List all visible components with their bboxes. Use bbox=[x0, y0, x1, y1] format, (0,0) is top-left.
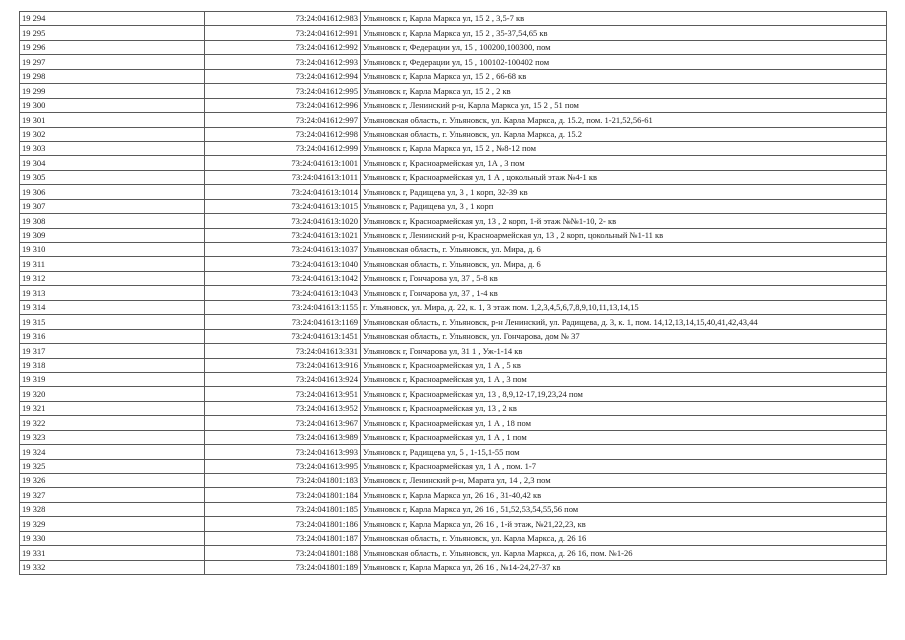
table-row bbox=[20, 243, 887, 257]
table-row bbox=[20, 445, 887, 459]
row-number-cell: 19 325 bbox=[20, 459, 205, 473]
row-number-cell: 19 294 bbox=[20, 12, 205, 26]
table-row bbox=[20, 372, 887, 386]
address-cell: Ульяновск г, Карла Маркса ул, 15 2 , 35-37,54,65 кв bbox=[361, 26, 887, 40]
row-number-cell: 19 308 bbox=[20, 214, 205, 228]
address-cell: Ульяновск г, Карла Маркса ул, 15 2 , №8-12 пом bbox=[361, 141, 887, 155]
table-row bbox=[20, 300, 887, 314]
table-row bbox=[20, 387, 887, 401]
cadastral-number-cell: 73:24:041613:1014 bbox=[205, 185, 361, 199]
address-cell: Ульяновск г, Радищева ул, 3 , 1 корп, 32-39 кв bbox=[361, 185, 887, 199]
address-cell: Ульяновск г, Ленинский р-н, Карла Маркса ул, 15 2 , 51 пом bbox=[361, 98, 887, 112]
table-row bbox=[20, 488, 887, 502]
cadastral-number-cell: 73:24:041612:991 bbox=[205, 26, 361, 40]
cadastral-number-cell: 73:24:041613:1037 bbox=[205, 243, 361, 257]
address-cell: Ульяновск г, Карла Маркса ул, 26 16 , 1-й этаж, №21,22,23, кв bbox=[361, 517, 887, 531]
row-number-cell: 19 295 bbox=[20, 26, 205, 40]
row-number-cell: 19 319 bbox=[20, 372, 205, 386]
address-cell: Ульяновск г, Карла Маркса ул, 15 2 , 2 кв bbox=[361, 84, 887, 98]
address-cell: Ульяновская область, г. Ульяновск, ул. Карла Маркса, д. 26 16, пом. №1-26 bbox=[361, 546, 887, 560]
table-row bbox=[20, 546, 887, 560]
row-number-cell: 19 314 bbox=[20, 300, 205, 314]
table-row bbox=[20, 26, 887, 40]
address-cell: Ульяновская область, г. Ульяновск, ул. Гончарова, дом № 37 bbox=[361, 329, 887, 343]
row-number-cell: 19 331 bbox=[20, 546, 205, 560]
cadastral-number-cell: 73:24:041612:992 bbox=[205, 40, 361, 54]
address-cell: Ульяновск г, Федерации ул, 15 , 100102-100402 пом bbox=[361, 55, 887, 69]
row-number-cell: 19 310 bbox=[20, 243, 205, 257]
table-row bbox=[20, 141, 887, 155]
cadastral-number-cell: 73:24:041613:1042 bbox=[205, 271, 361, 285]
row-number-cell: 19 328 bbox=[20, 502, 205, 516]
table-row bbox=[20, 315, 887, 329]
table-row bbox=[20, 502, 887, 516]
row-number-cell: 19 312 bbox=[20, 271, 205, 285]
row-number-cell: 19 296 bbox=[20, 40, 205, 54]
row-number-cell: 19 301 bbox=[20, 113, 205, 127]
address-cell: г. Ульяновск, ул. Мира, д. 22, к. 1, 3 этаж пом. 1,2,3,4,5,6,7,8,9,10,11,13,14,15 bbox=[361, 300, 887, 314]
cadastral-number-cell: 73:24:041613:1169 bbox=[205, 315, 361, 329]
cadastral-number-cell: 73:24:041613:951 bbox=[205, 387, 361, 401]
cadastral-number-cell: 73:24:041612:999 bbox=[205, 141, 361, 155]
table-row bbox=[20, 286, 887, 300]
row-number-cell: 19 317 bbox=[20, 344, 205, 358]
row-number-cell: 19 330 bbox=[20, 531, 205, 545]
cadastral-number-cell: 73:24:041613:952 bbox=[205, 401, 361, 415]
row-number-cell: 19 313 bbox=[20, 286, 205, 300]
address-cell: Ульяновск г, Карла Маркса ул, 15 2 , 3,5-7 кв bbox=[361, 12, 887, 26]
registry-table-container bbox=[19, 11, 887, 575]
address-cell: Ульяновск г, Радищева ул, 5 , 1-15,1-55 пом bbox=[361, 445, 887, 459]
address-cell: Ульяновск г, Гончарова ул, 31 1 , Уж-1-14 кв bbox=[361, 344, 887, 358]
address-cell: Ульяновск г, Гончарова ул, 37 , 5-8 кв bbox=[361, 271, 887, 285]
cadastral-number-cell: 73:24:041801:189 bbox=[205, 560, 361, 574]
row-number-cell: 19 324 bbox=[20, 445, 205, 459]
address-cell: Ульяновск г, Ленинский р-н, Марата ул, 14 , 2,3 пом bbox=[361, 474, 887, 488]
address-cell: Ульяновск г, Красноармейская ул, 1 А , 18 пом bbox=[361, 416, 887, 430]
cadastral-number-cell: 73:24:041613:1011 bbox=[205, 170, 361, 184]
cadastral-number-cell: 73:24:041612:998 bbox=[205, 127, 361, 141]
cadastral-number-cell: 73:24:041613:331 bbox=[205, 344, 361, 358]
table-row bbox=[20, 98, 887, 112]
address-cell: Ульяновск г, Красноармейская ул, 13 , 2 кв bbox=[361, 401, 887, 415]
table-row bbox=[20, 113, 887, 127]
table-row bbox=[20, 199, 887, 213]
cadastral-number-cell: 73:24:041613:1021 bbox=[205, 228, 361, 242]
table-row bbox=[20, 127, 887, 141]
cadastral-number-cell: 73:24:041612:997 bbox=[205, 113, 361, 127]
address-cell: Ульяновск г, Карла Маркса ул, 15 2 , 66-68 кв bbox=[361, 69, 887, 83]
table-row bbox=[20, 416, 887, 430]
row-number-cell: 19 302 bbox=[20, 127, 205, 141]
table-row bbox=[20, 156, 887, 170]
table-row bbox=[20, 40, 887, 54]
table-row bbox=[20, 430, 887, 444]
table-row bbox=[20, 474, 887, 488]
row-number-cell: 19 327 bbox=[20, 488, 205, 502]
row-number-cell: 19 306 bbox=[20, 185, 205, 199]
table-row bbox=[20, 517, 887, 531]
address-cell: Ульяновск г, Карла Маркса ул, 26 16 , 31-40,42 кв bbox=[361, 488, 887, 502]
address-cell: Ульяновск г, Карла Маркса ул, 26 16 , №14-24,27-37 кв bbox=[361, 560, 887, 574]
address-cell: Ульяновск г, Красноармейская ул, 1 А , 5 кв bbox=[361, 358, 887, 372]
cadastral-number-cell: 73:24:041613:995 bbox=[205, 459, 361, 473]
address-cell: Ульяновск г, Красноармейская ул, 1 А , 3 пом bbox=[361, 372, 887, 386]
row-number-cell: 19 332 bbox=[20, 560, 205, 574]
cadastral-number-cell: 73:24:041613:1020 bbox=[205, 214, 361, 228]
row-number-cell: 19 320 bbox=[20, 387, 205, 401]
row-number-cell: 19 322 bbox=[20, 416, 205, 430]
cadastral-number-cell: 73:24:041613:989 bbox=[205, 430, 361, 444]
address-cell: Ульяновск г, Красноармейская ул, 1 А , пом. 1-7 bbox=[361, 459, 887, 473]
cadastral-number-cell: 73:24:041801:187 bbox=[205, 531, 361, 545]
row-number-cell: 19 326 bbox=[20, 474, 205, 488]
row-number-cell: 19 298 bbox=[20, 69, 205, 83]
address-cell: Ульяновская область, г. Ульяновск, ул. Карла Маркса, д. 15.2 bbox=[361, 127, 887, 141]
cadastral-number-cell: 73:24:041612:996 bbox=[205, 98, 361, 112]
row-number-cell: 19 323 bbox=[20, 430, 205, 444]
row-number-cell: 19 311 bbox=[20, 257, 205, 271]
address-cell: Ульяновская область, г. Ульяновск, ул. Карла Маркса, д. 15.2, пом. 1-21,52,56-61 bbox=[361, 113, 887, 127]
row-number-cell: 19 303 bbox=[20, 141, 205, 155]
cadastral-number-cell: 73:24:041613:967 bbox=[205, 416, 361, 430]
cadastral-number-cell: 73:24:041613:1015 bbox=[205, 199, 361, 213]
table-row bbox=[20, 401, 887, 415]
address-cell: Ульяновск г, Радищева ул, 3 , 1 корп bbox=[361, 199, 887, 213]
row-number-cell: 19 297 bbox=[20, 55, 205, 69]
table-row bbox=[20, 228, 887, 242]
cadastral-number-cell: 73:24:041612:995 bbox=[205, 84, 361, 98]
cadastral-number-cell: 73:24:041613:1040 bbox=[205, 257, 361, 271]
table-row bbox=[20, 358, 887, 372]
cadastral-number-cell: 73:24:041801:188 bbox=[205, 546, 361, 560]
row-number-cell: 19 321 bbox=[20, 401, 205, 415]
address-cell: Ульяновская область, г. Ульяновск, ул. Мира, д. 6 bbox=[361, 243, 887, 257]
table-row bbox=[20, 459, 887, 473]
table-row bbox=[20, 55, 887, 69]
table-row bbox=[20, 170, 887, 184]
row-number-cell: 19 300 bbox=[20, 98, 205, 112]
cadastral-number-cell: 73:24:041613:924 bbox=[205, 372, 361, 386]
address-cell: Ульяновск г, Федерации ул, 15 , 100200,100300, пом bbox=[361, 40, 887, 54]
row-number-cell: 19 304 bbox=[20, 156, 205, 170]
row-number-cell: 19 299 bbox=[20, 84, 205, 98]
row-number-cell: 19 309 bbox=[20, 228, 205, 242]
table-row bbox=[20, 214, 887, 228]
table-row bbox=[20, 560, 887, 574]
address-cell: Ульяновск г, Красноармейская ул, 1 А , цокольный этаж №4-1 кв bbox=[361, 170, 887, 184]
table-row bbox=[20, 69, 887, 83]
table-row bbox=[20, 84, 887, 98]
row-number-cell: 19 329 bbox=[20, 517, 205, 531]
cadastral-number-cell: 73:24:041801:184 bbox=[205, 488, 361, 502]
row-number-cell: 19 318 bbox=[20, 358, 205, 372]
address-cell: Ульяновск г, Красноармейская ул, 1А , 3 пом bbox=[361, 156, 887, 170]
table-row bbox=[20, 12, 887, 26]
address-cell: Ульяновск г, Гончарова ул, 37 , 1-4 кв bbox=[361, 286, 887, 300]
address-cell: Ульяновская область, г. Ульяновск, р-н Ленинский, ул. Радищева, д. 3, к. 1, пом. 14,12,13,14,15,40,41,42,43,44 bbox=[361, 315, 887, 329]
registry-table bbox=[19, 11, 887, 575]
registry-rows bbox=[20, 12, 887, 575]
row-number-cell: 19 307 bbox=[20, 199, 205, 213]
address-cell: Ульяновская область, г. Ульяновск, ул. Мира, д. 6 bbox=[361, 257, 887, 271]
cadastral-number-cell: 73:24:041801:185 bbox=[205, 502, 361, 516]
table-row bbox=[20, 329, 887, 343]
cadastral-number-cell: 73:24:041801:183 bbox=[205, 474, 361, 488]
address-cell: Ульяновск г, Красноармейская ул, 13 , 2 корп, 1-й этаж №№1-10, 2- кв bbox=[361, 214, 887, 228]
table-row bbox=[20, 257, 887, 271]
cadastral-number-cell: 73:24:041612:994 bbox=[205, 69, 361, 83]
address-cell: Ульяновск г, Красноармейская ул, 13 , 8,9,12-17,19,23,24 пом bbox=[361, 387, 887, 401]
table-row bbox=[20, 271, 887, 285]
address-cell: Ульяновск г, Карла Маркса ул, 26 16 , 51,52,53,54,55,56 пом bbox=[361, 502, 887, 516]
cadastral-number-cell: 73:24:041613:1001 bbox=[205, 156, 361, 170]
cadastral-number-cell: 73:24:041612:983 bbox=[205, 12, 361, 26]
address-cell: Ульяновск г, Красноармейская ул, 1 А , 1 пом bbox=[361, 430, 887, 444]
cadastral-number-cell: 73:24:041613:993 bbox=[205, 445, 361, 459]
address-cell: Ульяновская область, г. Ульяновск, ул. Карла Маркса, д. 26 16 bbox=[361, 531, 887, 545]
cadastral-number-cell: 73:24:041613:1155 bbox=[205, 300, 361, 314]
table-row bbox=[20, 531, 887, 545]
cadastral-number-cell: 73:24:041613:916 bbox=[205, 358, 361, 372]
row-number-cell: 19 305 bbox=[20, 170, 205, 184]
row-number-cell: 19 316 bbox=[20, 329, 205, 343]
table-row bbox=[20, 185, 887, 199]
cadastral-number-cell: 73:24:041613:1451 bbox=[205, 329, 361, 343]
cadastral-number-cell: 73:24:041612:993 bbox=[205, 55, 361, 69]
address-cell: Ульяновск г, Ленинский р-н, Красноармейская ул, 13 , 2 корп, цокольный №1-11 кв bbox=[361, 228, 887, 242]
cadastral-number-cell: 73:24:041801:186 bbox=[205, 517, 361, 531]
table-row bbox=[20, 344, 887, 358]
row-number-cell: 19 315 bbox=[20, 315, 205, 329]
cadastral-number-cell: 73:24:041613:1043 bbox=[205, 286, 361, 300]
